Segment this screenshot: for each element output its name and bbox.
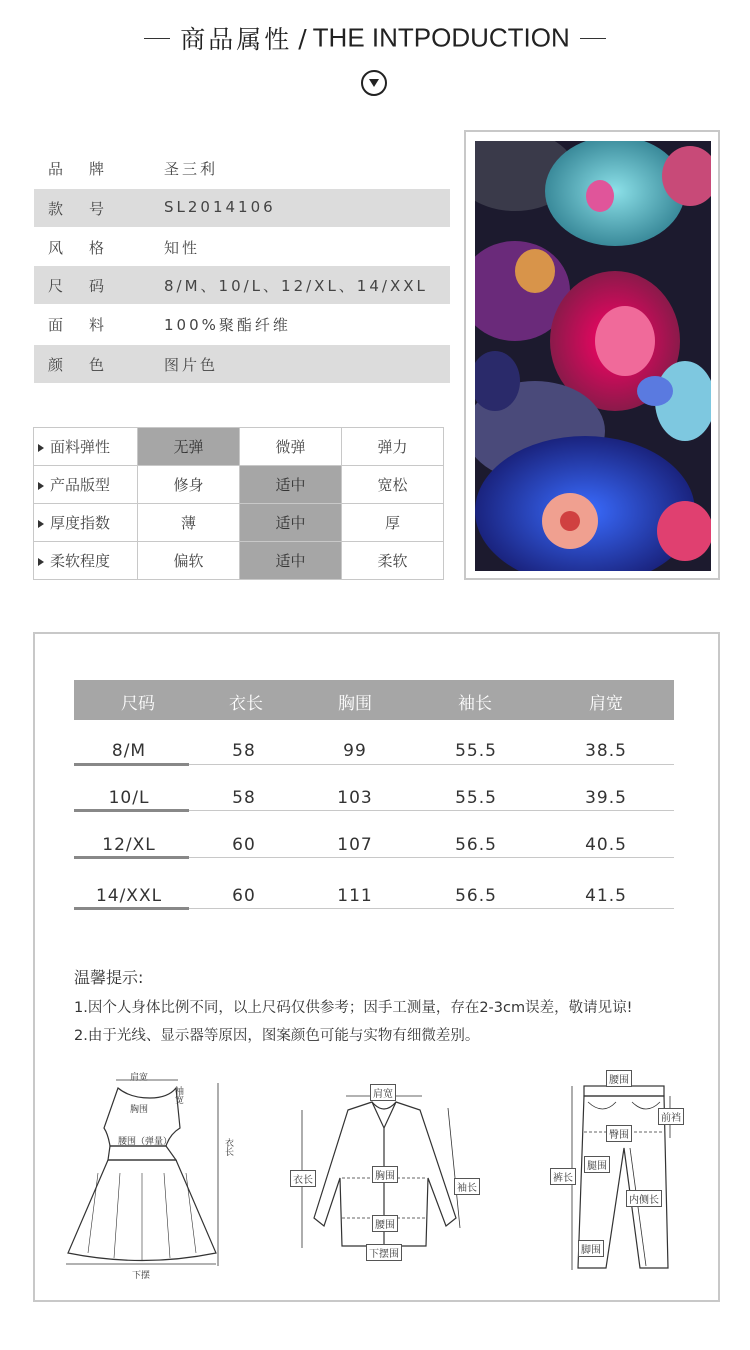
attr-value: 图片色: [164, 356, 219, 374]
tips-line-2: 2.由于光线、显示器等原因，图案颜色可能与实物有细微差别。: [74, 1028, 480, 1044]
header-title-en: THE INTPODUCTION: [312, 22, 570, 53]
rating-table: [33, 427, 444, 580]
rating-row-fit: [34, 466, 444, 504]
shoulder-cell: 38.5: [585, 741, 627, 761]
pants-label-waist: 腰围: [606, 1070, 632, 1087]
attr-value: 圣三利: [164, 160, 219, 178]
header-length: 衣长: [229, 694, 263, 714]
header-title-cn: 商品属性: [180, 25, 293, 54]
section-header: [0, 20, 750, 60]
triangle-right-icon: [38, 558, 44, 566]
rating-label: 面料弹性: [34, 428, 138, 466]
header-size: 尺码: [121, 694, 155, 714]
chest-cell: 99: [343, 741, 367, 761]
shirt-label-length: 衣长: [290, 1170, 316, 1187]
dress-label-waist: 腰围（弹量）: [118, 1137, 173, 1147]
dress-label-chest: 胸围: [130, 1105, 149, 1115]
attr-row-fabric: [34, 305, 450, 343]
triangle-right-icon: [38, 520, 44, 528]
shirt-label-hem: 下摆围: [366, 1244, 402, 1261]
size-cell: 8/M: [111, 741, 147, 761]
rating-option: 修身: [138, 466, 240, 504]
length-cell: 60: [232, 835, 256, 855]
attr-key: 面料: [48, 316, 131, 334]
sleeve-cell: 55.5: [455, 741, 497, 761]
rating-option: 柔软: [342, 542, 444, 580]
pants-label-inseam: 内侧长: [626, 1190, 662, 1207]
length-cell: 58: [232, 741, 256, 761]
header-separator: /: [298, 23, 307, 53]
dress-label-sleeve: 袖宽: [173, 1086, 183, 1104]
table-row: [74, 813, 674, 858]
shoulder-cell: 41.5: [585, 886, 627, 906]
rating-option-selected: 适中: [240, 542, 342, 580]
size-cell: 10/L: [108, 788, 150, 808]
attr-row-color: [34, 345, 450, 383]
attr-row-brand: [34, 149, 450, 187]
attr-value: 100%聚酯纤维: [164, 316, 291, 334]
table-row: [74, 720, 674, 765]
sleeve-cell: 55.5: [455, 788, 497, 808]
shirt-label-sleeve: 袖长: [454, 1178, 480, 1195]
attr-row-size: [34, 266, 450, 304]
length-cell: 58: [232, 788, 256, 808]
rating-label: 产品版型: [34, 466, 138, 504]
chest-cell: 111: [337, 886, 373, 906]
attr-value: 8/M、10/L、12/XL、14/XXL: [164, 277, 428, 295]
header-dash-left: [144, 38, 170, 39]
dress-measure-diagram: [58, 1068, 238, 1283]
rating-option: 弹力: [342, 428, 444, 466]
pants-label-hem: 脚围: [578, 1240, 604, 1257]
attr-key: 尺码: [48, 277, 131, 295]
header-sleeve: 袖长: [458, 694, 492, 714]
rating-option: 微弹: [240, 428, 342, 466]
rating-label: 柔软程度: [34, 542, 138, 580]
attr-row-style: [34, 228, 450, 266]
rating-row-elasticity: [34, 428, 444, 466]
shoulder-cell: 39.5: [585, 788, 627, 808]
attr-key: 颜色: [48, 356, 131, 374]
attr-value: SL2014106: [164, 198, 276, 216]
size-table-header: [74, 680, 674, 720]
attr-value: 知性: [164, 239, 201, 257]
rating-label: 厚度指数: [34, 504, 138, 542]
fabric-photo-frame: [464, 130, 720, 580]
chevron-down-icon: [361, 70, 387, 96]
length-cell: 60: [232, 886, 256, 906]
sleeve-cell: 56.5: [455, 886, 497, 906]
rating-row-thickness: [34, 504, 444, 542]
rating-option: 宽松: [342, 466, 444, 504]
fabric-photo: [475, 141, 711, 571]
header-chest: 胸围: [338, 694, 372, 714]
row-accent-line: [74, 856, 189, 859]
triangle-right-icon: [38, 444, 44, 452]
rating-option-selected: 无弹: [138, 428, 240, 466]
tips-line-1: 1.因个人身体比例不同，以上尺码仅供参考；因手工测量，存在2-3cm误差，敬请见谅!: [74, 1000, 633, 1016]
shoulder-cell: 40.5: [585, 835, 627, 855]
rating-option: 厚: [342, 504, 444, 542]
shirt-label-chest: 胸围: [372, 1166, 398, 1183]
size-cell: 12/XL: [102, 835, 156, 855]
rating-option-selected: 适中: [240, 504, 342, 542]
sleeve-cell: 56.5: [455, 835, 497, 855]
row-accent-line: [74, 907, 189, 910]
row-accent-line: [74, 809, 189, 812]
shirt-label-shoulder: 肩宽: [370, 1084, 396, 1101]
rating-option-selected: 适中: [240, 466, 342, 504]
pants-label-length: 裤长: [550, 1168, 576, 1185]
rating-option: 薄: [138, 504, 240, 542]
shirt-label-waist: 腰围: [372, 1215, 398, 1232]
header-dash-right: [580, 38, 606, 39]
pants-measure-diagram: [548, 1068, 698, 1278]
pants-label-front-rise: 前裆: [658, 1108, 684, 1125]
dress-label-shoulder: 肩宽: [130, 1073, 149, 1083]
pants-label-thigh: 腿围: [584, 1156, 610, 1173]
pants-label-hip: 臀围: [606, 1125, 632, 1142]
chest-cell: 107: [337, 835, 373, 855]
attr-key: 风格: [48, 239, 131, 257]
table-row: [74, 766, 674, 811]
attr-row-style-number: [34, 189, 450, 227]
dress-label-hem: 下摆: [132, 1271, 151, 1281]
triangle-right-icon: [38, 482, 44, 490]
rating-row-softness: [34, 542, 444, 580]
attr-key: 品牌: [48, 160, 131, 178]
tips-title: 温馨提示:: [74, 968, 144, 987]
rating-option: 偏软: [138, 542, 240, 580]
dress-label-length: 衣长: [223, 1138, 233, 1156]
shirt-measure-diagram: [288, 1068, 488, 1263]
attr-key: 款号: [48, 200, 131, 218]
header-shoulder: 肩宽: [589, 694, 623, 714]
chest-cell: 103: [337, 788, 373, 808]
size-cell: 14/XXL: [95, 886, 163, 906]
table-row: [74, 864, 674, 909]
